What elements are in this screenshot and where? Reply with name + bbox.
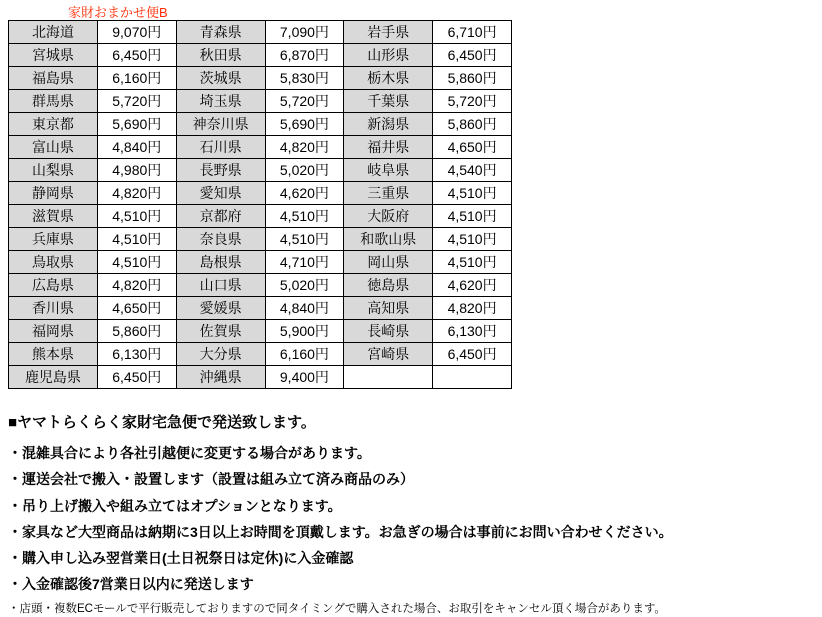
fee-cell: 4,820円	[433, 297, 512, 320]
prefecture-cell: 新潟県	[344, 113, 433, 136]
table-row	[9, 251, 512, 274]
table-row	[9, 159, 512, 182]
prefecture-cell: 茨城県	[176, 67, 265, 90]
prefecture-cell: 京都府	[176, 205, 265, 228]
prefecture-cell: 岩手県	[344, 21, 433, 44]
fee-cell: 4,510円	[265, 228, 344, 251]
prefecture-cell: 静岡県	[9, 182, 98, 205]
prefecture-cell: 岐阜県	[344, 159, 433, 182]
table-row	[9, 297, 512, 320]
fee-table-body	[9, 21, 512, 389]
prefecture-cell: 山形県	[344, 44, 433, 67]
fee-cell: 4,650円	[97, 297, 176, 320]
prefecture-cell: 熊本県	[9, 343, 98, 366]
prefecture-cell: 香川県	[9, 297, 98, 320]
prefecture-cell: 鳥取県	[9, 251, 98, 274]
prefecture-cell: 島根県	[176, 251, 265, 274]
fee-cell: 4,840円	[97, 136, 176, 159]
prefecture-cell: 青森県	[176, 21, 265, 44]
prefecture-cell: 岡山県	[344, 251, 433, 274]
fee-cell: 4,510円	[433, 205, 512, 228]
fee-cell: 4,820円	[97, 182, 176, 205]
prefecture-cell: 神奈川県	[176, 113, 265, 136]
prefecture-cell: 愛媛県	[176, 297, 265, 320]
note-line: ・購入申し込み翌営業日(土日祝祭日は定休)に入金確認	[8, 550, 354, 567]
prefecture-cell: 栃木県	[344, 67, 433, 90]
fee-cell: 5,720円	[433, 90, 512, 113]
fee-cell: 4,620円	[433, 274, 512, 297]
fee-cell: 5,860円	[97, 320, 176, 343]
fee-cell: 6,450円	[97, 44, 176, 67]
prefecture-cell: 長崎県	[344, 320, 433, 343]
fee-cell: 6,870円	[265, 44, 344, 67]
fee-cell: 6,130円	[97, 343, 176, 366]
fee-cell: 5,690円	[265, 113, 344, 136]
prefecture-cell: 千葉県	[344, 90, 433, 113]
fee-cell: 6,710円	[433, 21, 512, 44]
fee-cell: 6,160円	[97, 67, 176, 90]
prefecture-cell: 大阪府	[344, 205, 433, 228]
fee-cell: 4,510円	[265, 205, 344, 228]
prefecture-cell: 長野県	[176, 159, 265, 182]
fee-cell: 5,830円	[265, 67, 344, 90]
prefecture-cell: 山口県	[176, 274, 265, 297]
prefecture-cell: 石川県	[176, 136, 265, 159]
table-row	[9, 113, 512, 136]
prefecture-cell: 広島県	[9, 274, 98, 297]
fee-cell: 6,450円	[97, 366, 176, 389]
prefecture-cell: 東京都	[9, 113, 98, 136]
fee-cell: 6,160円	[265, 343, 344, 366]
table-row	[9, 366, 512, 389]
note-line: ・吊り上げ搬入や組み立てはオプションとなります。	[8, 497, 342, 514]
empty-cell	[433, 366, 512, 389]
table-row	[9, 67, 512, 90]
table-row	[9, 205, 512, 228]
prefecture-cell: 奈良県	[176, 228, 265, 251]
fee-cell: 4,710円	[265, 251, 344, 274]
empty-cell	[344, 366, 433, 389]
notes-section	[8, 412, 808, 617]
prefecture-cell: 三重県	[344, 182, 433, 205]
prefecture-cell: 滋賀県	[9, 205, 98, 228]
prefecture-cell: 大分県	[176, 343, 265, 366]
table-row	[9, 228, 512, 251]
prefecture-cell: 徳島県	[344, 274, 433, 297]
prefecture-cell: 佐賀県	[176, 320, 265, 343]
table-row	[9, 274, 512, 297]
note-line: ・家具など大型商品は納期に3日以上お時間を頂戴します。お急ぎの場合は事前にお問い合わせください。	[8, 523, 673, 540]
prefecture-cell: 愛知県	[176, 182, 265, 205]
prefecture-cell: 宮城県	[9, 44, 98, 67]
prefecture-cell: 山梨県	[9, 159, 98, 182]
note-line: ・運送会社で搬入・設置します（設置は組み立て済み商品のみ）	[8, 471, 414, 488]
shipping-fee-table	[8, 20, 512, 389]
fee-cell: 7,090円	[265, 21, 344, 44]
table-row	[9, 44, 512, 67]
fee-cell: 5,720円	[265, 90, 344, 113]
fee-cell: 5,860円	[433, 113, 512, 136]
prefecture-cell: 福岡県	[9, 320, 98, 343]
fee-cell: 4,510円	[433, 228, 512, 251]
fee-cell: 6,130円	[433, 320, 512, 343]
fee-cell: 9,400円	[265, 366, 344, 389]
fee-cell: 4,510円	[97, 205, 176, 228]
prefecture-cell: 鹿児島県	[9, 366, 98, 389]
prefecture-cell: 秋田県	[176, 44, 265, 67]
fee-cell: 5,860円	[433, 67, 512, 90]
fee-cell: 4,820円	[97, 274, 176, 297]
fee-cell: 5,690円	[97, 113, 176, 136]
prefecture-cell: 福島県	[9, 67, 98, 90]
fee-cell: 4,510円	[97, 251, 176, 274]
notes-heading: ■ヤマトらくらく家財宅急便で発送致します。	[8, 414, 316, 431]
table-row	[9, 343, 512, 366]
fee-cell: 6,450円	[433, 44, 512, 67]
prefecture-cell: 兵庫県	[9, 228, 98, 251]
fee-cell: 4,650円	[433, 136, 512, 159]
prefecture-cell: 富山県	[9, 136, 98, 159]
fee-cell: 4,620円	[265, 182, 344, 205]
page-title: 家財おまかせ便B	[68, 5, 168, 20]
table-row	[9, 136, 512, 159]
fee-cell: 5,900円	[265, 320, 344, 343]
prefecture-cell: 北海道	[9, 21, 98, 44]
prefecture-cell: 高知県	[344, 297, 433, 320]
fee-cell: 5,720円	[97, 90, 176, 113]
prefecture-cell: 群馬県	[9, 90, 98, 113]
table-row	[9, 182, 512, 205]
notes-footnote: ・店頭・複数ECモールで平行販売しておりますので同タイミングで購入された場合、お取引をキャンセル頂く場合があります。	[8, 602, 666, 615]
notes-list	[8, 443, 808, 595]
table-row	[9, 90, 512, 113]
fee-cell: 4,540円	[433, 159, 512, 182]
fee-cell: 5,020円	[265, 159, 344, 182]
fee-cell: 4,980円	[97, 159, 176, 182]
table-row	[9, 21, 512, 44]
prefecture-cell: 埼玉県	[176, 90, 265, 113]
note-line: ・入金確認後7営業日以内に発送します	[8, 576, 254, 593]
prefecture-cell: 福井県	[344, 136, 433, 159]
fee-cell: 4,510円	[97, 228, 176, 251]
fee-cell: 4,510円	[433, 251, 512, 274]
fee-cell: 4,840円	[265, 297, 344, 320]
prefecture-cell: 宮崎県	[344, 343, 433, 366]
note-line: ・混雑具合により各社引越便に変更する場合があります。	[8, 445, 371, 461]
table-row	[9, 320, 512, 343]
fee-cell: 9,070円	[97, 21, 176, 44]
fee-cell: 6,450円	[433, 343, 512, 366]
fee-cell: 5,020円	[265, 274, 344, 297]
fee-cell: 4,510円	[433, 182, 512, 205]
prefecture-cell: 沖縄県	[176, 366, 265, 389]
prefecture-cell: 和歌山県	[344, 228, 433, 251]
fee-cell: 4,820円	[265, 136, 344, 159]
